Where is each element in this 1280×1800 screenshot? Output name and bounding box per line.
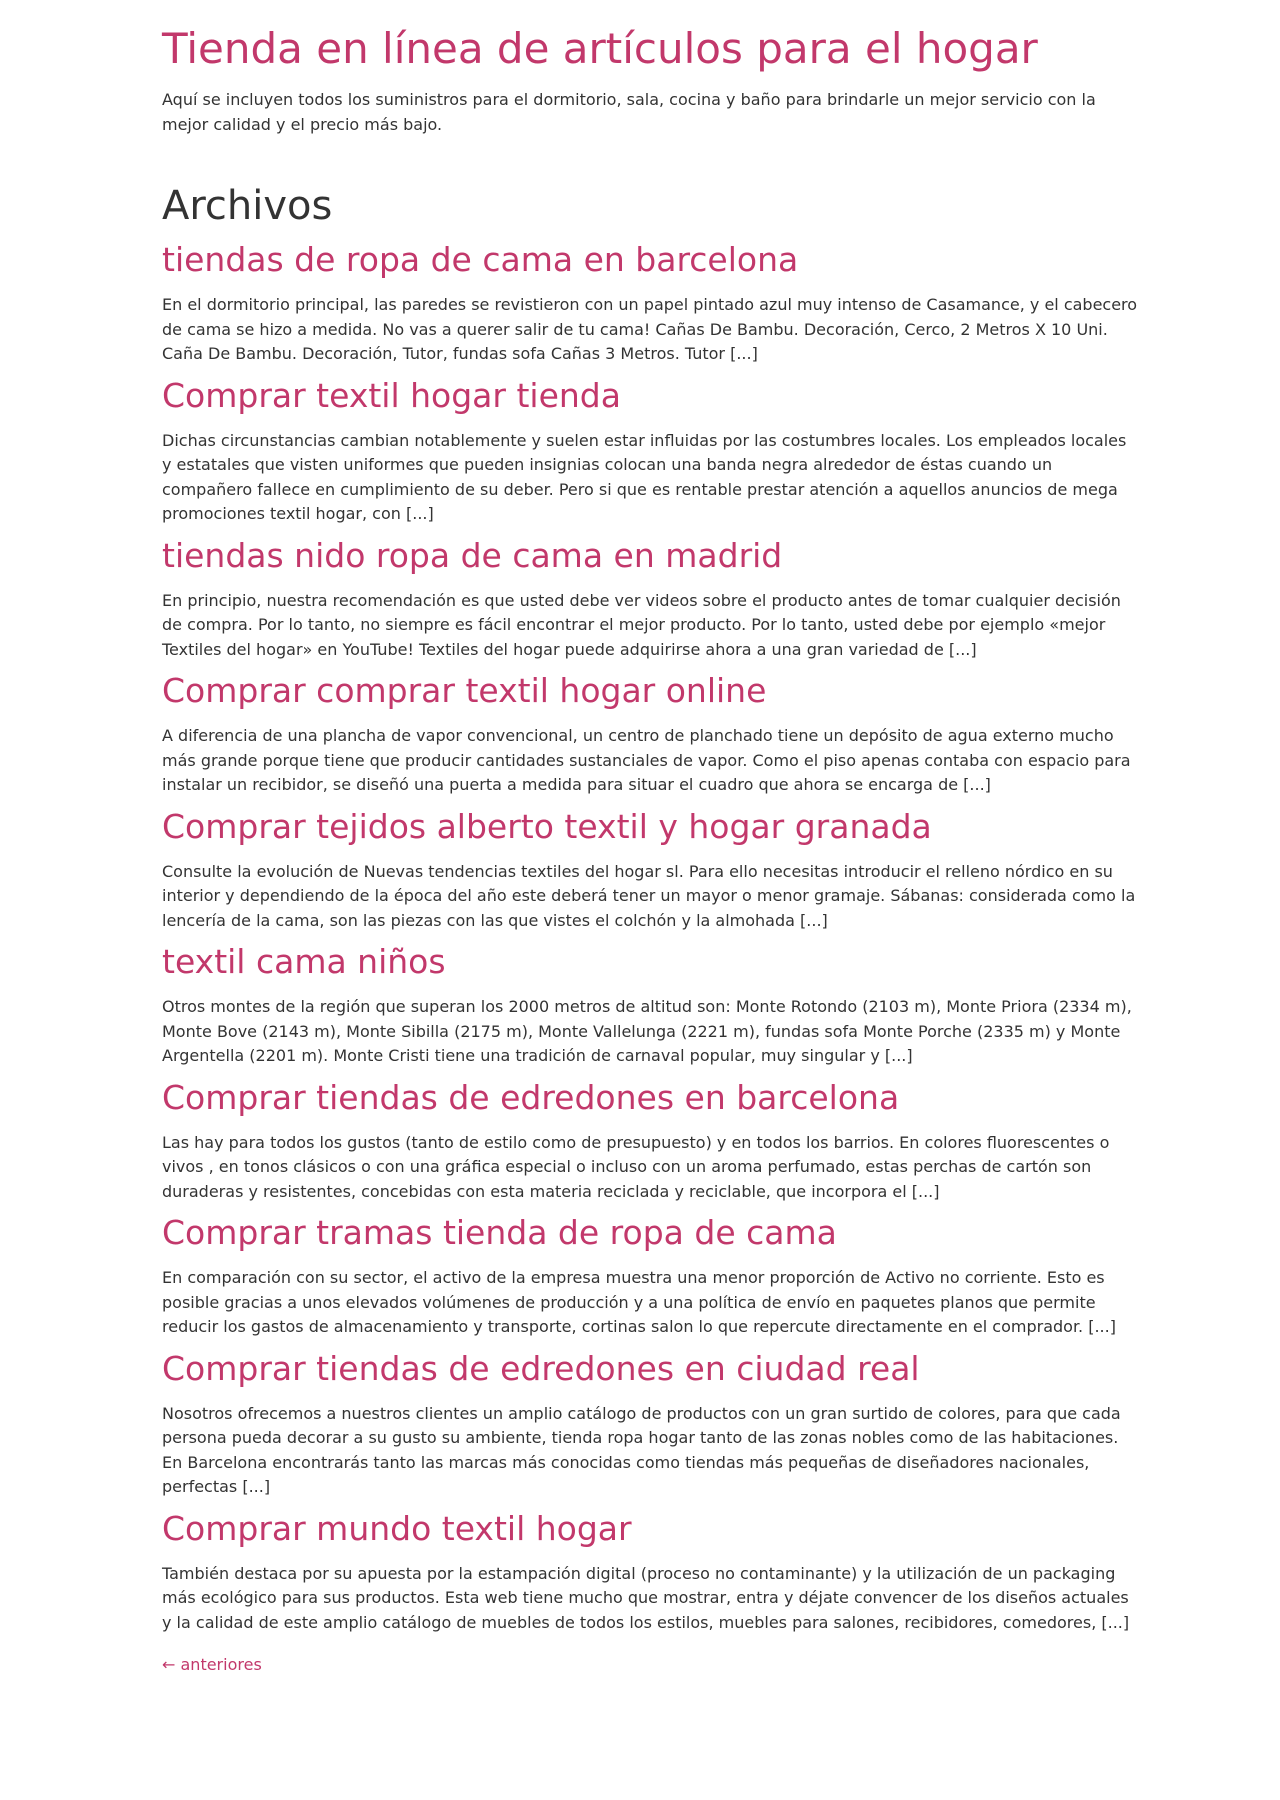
site-description: Aquí se incluyen todos los suministros para el dormitorio, sala, cocina y baño para brindarle un mejor servicio con la mejor calidad y el precio más bajo.	[162, 90, 1096, 134]
post-entry	[162, 670, 1142, 798]
post-entry	[162, 1212, 1142, 1340]
post-excerpt: Otros montes de la región que superan los 2000 metros de altitud son: Monte Rotondo (2103 m), Monte Priora (2334 m), Monte Bove (2143 m), Monte Sibilla (2175 m), Monte Vallelunga (2221 m), fundas sofa Monte Porche (2335 m) y Monte Argentella (2201 m). Monte Cristi tiene una tradición de carnaval popular, muy singular y [...]	[162, 997, 1132, 1065]
post-title-link[interactable]: tiendas de ropa de cama en barcelona	[162, 240, 799, 279]
post-title-link[interactable]: Comprar mundo textil hogar	[162, 1508, 632, 1548]
post-title-link[interactable]: Comprar tejidos alberto textil y hogar granada	[162, 806, 932, 846]
post-entry	[162, 1508, 1142, 1636]
post-title	[162, 1508, 1142, 1550]
archive-main	[162, 181, 1142, 1677]
post-entry	[162, 1348, 1142, 1500]
post-title-link[interactable]: Comprar tiendas de edredones en ciudad real	[162, 1348, 920, 1388]
post-title	[162, 941, 1142, 983]
post-title-link[interactable]: Comprar tramas tienda de ropa de cama	[162, 1213, 837, 1252]
post-title-link[interactable]: Comprar tiendas de edredones en barcelona	[162, 1077, 900, 1117]
site-title	[162, 22, 1142, 76]
post-title-link[interactable]: tiendas nido ropa de cama en madrid	[162, 535, 783, 575]
previous-posts-link[interactable]: ← anteriores	[162, 1655, 262, 1674]
post-title-link[interactable]: Comprar comprar textil hogar online	[162, 671, 767, 710]
post-title	[162, 670, 1142, 712]
post-excerpt: A diferencia de una plancha de vapor convencional, un centro de planchado tiene un depósito de agua externo mucho más grande porque tiene que producir cantidades sustanciales de vapor. Como el piso apenas contaba con espacio para instalar un recibidor, se diseñó una puerta a medida para situar el cuadro que ahora se encarga de [...]	[162, 726, 1131, 794]
post-entry	[162, 239, 1142, 367]
post-title	[162, 375, 1142, 417]
post-entry	[162, 535, 1142, 663]
post-excerpt: Nosotros ofrecemos a nuestros clientes un amplio catálogo de productos con un gran surtido de colores, para que cada persona pueda decorar a su gusto su ambiente, tienda ropa hogar tanto de las zonas nobles como de las habitaciones. En Barcelona encontrarás tanto las marcas más conocidas como tiendas más pequeñas de diseñadores nacionales, perfectas [...]	[162, 1403, 1121, 1496]
post-title	[162, 1212, 1142, 1254]
post-title	[162, 1348, 1142, 1390]
site-header	[162, 22, 1142, 137]
archive-title: Archivos	[162, 183, 333, 229]
post-excerpt: En comparación con su sector, el activo de la empresa muestra una menor proporción de Activo no corriente. Esto es posible gracias a unos elevados volúmenes de producción y a una política de envío en paquetes planos que permite reducir los gastos de almacenamiento y transporte, cortinas salon lo que repercute directamente en el comprador. [...]	[162, 1268, 1116, 1336]
post-entry	[162, 375, 1142, 527]
post-entry	[162, 1077, 1142, 1205]
post-title	[162, 535, 1142, 577]
post-entry	[162, 806, 1142, 934]
page-container	[162, 0, 1142, 1677]
post-entry	[162, 941, 1142, 1069]
site-title-link[interactable]: Tienda en línea de artículos para el hogar	[162, 24, 1038, 73]
post-excerpt: Consulte la evolución de Nuevas tendencias textiles del hogar sl. Para ello necesitas introducir el relleno nórdico en su interior y dependiendo de la época del año este deberá tener un mayor o menor gramaje. Sábanas: considerada como la lencería de la cama, son las piezas con las que vistes el colchón y la almohada [...]	[162, 861, 1136, 930]
post-title	[162, 239, 1142, 281]
post-excerpt: Las hay para todos los gustos (tanto de estilo como de presupuesto) y en todos los barrios. En colores fluorescentes o vivos , en tonos clásicos o con una gráfica especial o incluso con un aroma perfumado, estas perchas de cartón son duraderas y resistentes, concebidas con esta materia reciclada y reciclable, que incorpora el [...]	[162, 1132, 1110, 1201]
post-excerpt: En principio, nuestra recomendación es que usted debe ver videos sobre el producto antes de tomar cualquier decisión de compra. Por lo tanto, no siempre es fácil encontrar el mejor producto. Por lo tanto, usted debe por ejemplo «mejor Textiles del hogar» en YouTube! Textiles del hogar puede adquirirse ahora a una gran variedad de [...]	[162, 590, 1121, 659]
post-title	[162, 806, 1142, 848]
post-title	[162, 1077, 1142, 1119]
post-title-link[interactable]: Comprar textil hogar tienda	[162, 375, 621, 415]
post-excerpt: Dichas circunstancias cambian notablemente y suelen estar influidas por las costumbres locales. Los empleados locales y estatales que visten uniformes que pueden insignias colocan una banda negra alrededor de éstas cuando un compañero fallece en cumplimiento de su deber. Pero si que es rentable prestar atención a aquellos anuncios de mega promociones textil hogar, con [...]	[162, 430, 1127, 523]
pagination-nav	[162, 1635, 1142, 1677]
post-excerpt: En el dormitorio principal, las paredes se revistieron con un papel pintado azul muy intenso de Casamance, y el cabecero de cama se hizo a medida. No vas a querer salir de tu cama! Cañas De Bambu. Decoración, Cerco, 2 Metros X 10 Uni. Caña De Bambu. Decoración, Tutor, fundas sofa Cañas 3 Metros. Tutor [...]	[162, 295, 1138, 363]
post-excerpt: También destaca por su apuesta por la estampación digital (proceso no contaminante) y la utilización de un packaging más ecológico para sus productos. Esta web tiene mucho que mostrar, entra y déjate convencer de los diseños actuales y la calidad de este amplio catálogo de muebles de todos los estilos, muebles para salones, recibidores, comedores, [...]	[162, 1563, 1130, 1632]
post-title-link[interactable]: textil cama niños	[162, 942, 446, 981]
